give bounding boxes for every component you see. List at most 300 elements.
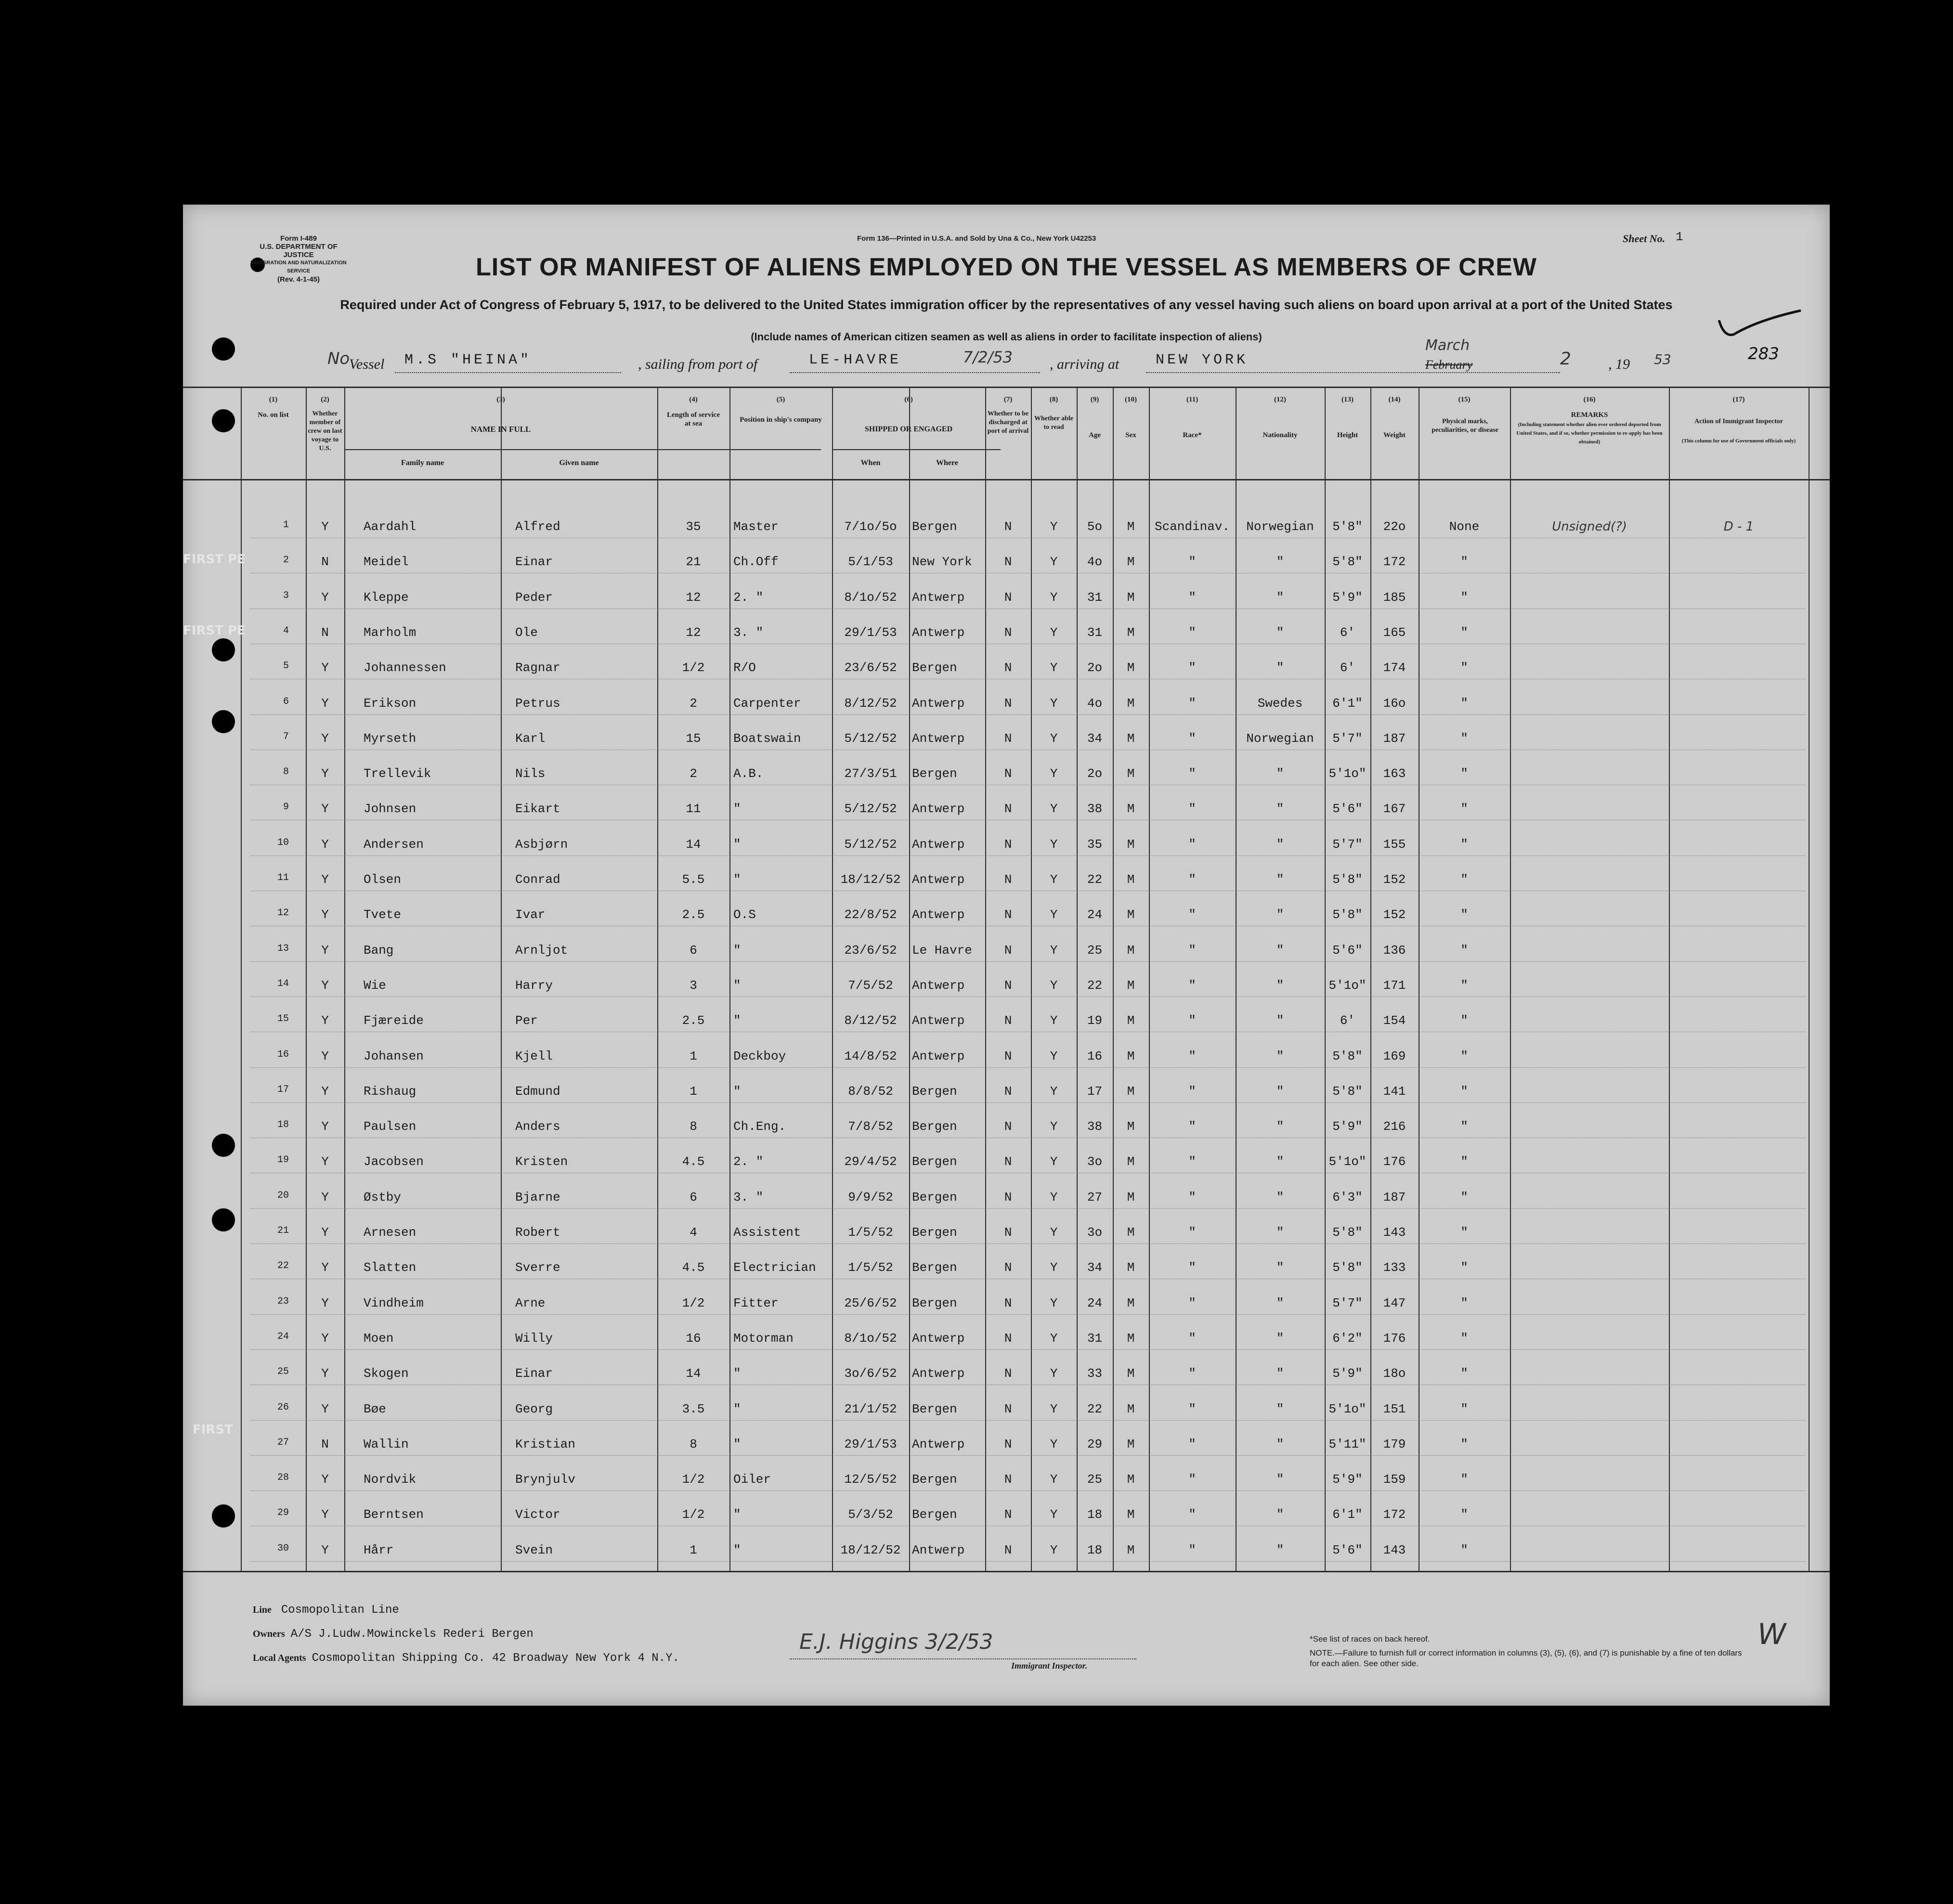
cell-age: 31 bbox=[1087, 1331, 1103, 1346]
cell-disch: N bbox=[1004, 1507, 1012, 1522]
cell-height: 6' bbox=[1340, 661, 1355, 675]
cell-marks: " bbox=[1460, 731, 1468, 746]
cell-weight: 172 bbox=[1383, 555, 1406, 570]
cell-read: Y bbox=[1050, 1472, 1058, 1487]
footer-note: NOTE.—Failure to furnish full or correct information in columns (3), (5), (6), and (7) is punishable by a fine of ten dollars for each alien. See other side. bbox=[1310, 1648, 1742, 1668]
cell-where: Antwerp bbox=[912, 978, 965, 993]
cell-race: " bbox=[1188, 1190, 1196, 1205]
cell-when: 7/8/52 bbox=[848, 1119, 893, 1134]
cell-nat: " bbox=[1276, 1225, 1284, 1240]
cell-weight: 22o bbox=[1383, 519, 1406, 534]
row-rule bbox=[250, 1102, 1806, 1103]
cell-weight: 155 bbox=[1383, 837, 1406, 852]
cell-service: 1/2 bbox=[682, 1472, 705, 1487]
cell-weight: 152 bbox=[1383, 907, 1406, 922]
cell-age: 24 bbox=[1087, 907, 1103, 922]
owners-label: Owners bbox=[253, 1629, 285, 1639]
cell-weight: 136 bbox=[1383, 943, 1406, 958]
cell-marks: " bbox=[1460, 837, 1468, 852]
cell-nat: " bbox=[1276, 1084, 1284, 1099]
cell-position: Assistent bbox=[733, 1225, 801, 1240]
cell-given: Sverre bbox=[515, 1260, 560, 1275]
cell-weight: 174 bbox=[1383, 661, 1406, 675]
cell-age: 18 bbox=[1087, 1542, 1103, 1557]
table-row bbox=[183, 1077, 1830, 1106]
cell-last: Y bbox=[321, 943, 329, 958]
cell-age: 31 bbox=[1087, 590, 1103, 605]
cell-race: " bbox=[1188, 731, 1196, 746]
cell-race: " bbox=[1188, 1119, 1196, 1134]
cell-position: 3. " bbox=[733, 1190, 764, 1205]
cell-given: Victor bbox=[515, 1507, 560, 1522]
cell-service: 14 bbox=[686, 1366, 701, 1381]
cell-when: 3o/6/52 bbox=[844, 1366, 897, 1381]
row-rule bbox=[250, 961, 1806, 962]
cell-last: Y bbox=[321, 1542, 329, 1557]
footer-owners bbox=[253, 1627, 534, 1641]
cell-position: " bbox=[733, 802, 741, 816]
cell-read: Y bbox=[1050, 1049, 1058, 1063]
cell-family: Skogen bbox=[364, 1366, 409, 1381]
cell-last: Y bbox=[321, 766, 329, 781]
table-row bbox=[183, 1501, 1830, 1529]
sailing-label: , sailing from port of bbox=[638, 356, 758, 372]
cell-weight: 159 bbox=[1383, 1472, 1406, 1487]
cell-age: 24 bbox=[1087, 1295, 1103, 1310]
cell-last: Y bbox=[321, 837, 329, 852]
table-row bbox=[183, 1465, 1830, 1494]
cell-age: 17 bbox=[1087, 1084, 1103, 1099]
cell-last: Y bbox=[321, 519, 329, 534]
cell-given: Willy bbox=[515, 1331, 553, 1346]
cell-race: " bbox=[1188, 766, 1196, 781]
cell-race: " bbox=[1188, 1084, 1196, 1099]
cell-service: 1/2 bbox=[682, 1507, 705, 1522]
cell-height: 5'9" bbox=[1332, 1366, 1363, 1381]
column-number: (15) bbox=[1458, 396, 1471, 403]
cell-disch: N bbox=[1004, 731, 1012, 746]
cell-race: " bbox=[1188, 1401, 1196, 1416]
cell-nat: " bbox=[1276, 837, 1284, 852]
table-row bbox=[183, 725, 1830, 753]
dotted-rule bbox=[1146, 372, 1560, 373]
cell-family: Wallin bbox=[364, 1437, 409, 1451]
cell-weight: 147 bbox=[1383, 1295, 1406, 1310]
cell-height: 5'7" bbox=[1332, 1295, 1363, 1310]
cell-family: Hårr bbox=[364, 1542, 394, 1557]
cell-sex: M bbox=[1127, 731, 1135, 746]
row-rule bbox=[250, 714, 1806, 715]
table-row bbox=[183, 548, 1830, 577]
cell-marks: " bbox=[1460, 1119, 1468, 1134]
cell-given: Edmund bbox=[515, 1084, 560, 1099]
cell-age: 34 bbox=[1087, 731, 1103, 746]
cell-marks: None bbox=[1449, 519, 1480, 534]
cell-family: Østby bbox=[364, 1190, 402, 1205]
cell-family: Berntsen bbox=[364, 1507, 424, 1522]
cell-age: 34 bbox=[1087, 1260, 1103, 1275]
arrival-port: NEW YORK bbox=[1156, 352, 1249, 368]
column-number: (3) bbox=[496, 396, 505, 403]
column-header-height: Height bbox=[1337, 431, 1358, 439]
cell-age: 22 bbox=[1087, 978, 1103, 993]
cell-read: Y bbox=[1050, 1295, 1058, 1310]
cell-last: Y bbox=[321, 1225, 329, 1240]
sailing-date: 7/2/53 bbox=[963, 348, 1013, 366]
cell-service: 8 bbox=[690, 1119, 697, 1134]
vessel-name: M.S "HEINA" bbox=[404, 352, 532, 368]
cell-height: 5'8" bbox=[1332, 555, 1363, 570]
cell-last: Y bbox=[321, 907, 329, 922]
cell-read: Y bbox=[1050, 625, 1058, 640]
column-header-action-note: (This column for use of Government officials only) bbox=[1681, 438, 1796, 444]
cell-sex: M bbox=[1127, 661, 1135, 675]
cell-when: 5/12/52 bbox=[844, 837, 897, 852]
cell-disch: N bbox=[1004, 978, 1012, 993]
cell-disch: N bbox=[1004, 1225, 1012, 1240]
column-header-name: NAME IN FULL bbox=[470, 425, 531, 434]
document-subnote: (Include names of American citizen seamen as well as aliens in order to facilitate inspection of aliens) bbox=[751, 331, 1262, 343]
cell-where: Bergen bbox=[912, 661, 957, 675]
cell-age: 16 bbox=[1087, 1049, 1103, 1063]
cell-where: Antwerp bbox=[912, 1013, 965, 1028]
row-rule bbox=[250, 1561, 1806, 1562]
cell-where: Antwerp bbox=[912, 590, 965, 605]
cell-last: Y bbox=[321, 696, 329, 711]
cell-read: Y bbox=[1050, 519, 1058, 534]
cell-service: 15 bbox=[686, 731, 701, 746]
footer-agents bbox=[253, 1651, 679, 1665]
table-row bbox=[183, 1148, 1830, 1177]
cell-no: 1 bbox=[283, 519, 289, 531]
cell-race: " bbox=[1188, 1154, 1196, 1169]
cell-position: Electrician bbox=[733, 1260, 816, 1275]
cell-nat: " bbox=[1276, 1154, 1284, 1169]
cell-disch: N bbox=[1004, 555, 1012, 570]
column-header-weight: Weight bbox=[1383, 431, 1406, 439]
cell-height: 5'1o" bbox=[1328, 766, 1367, 781]
cell-service: 8 bbox=[690, 1437, 697, 1451]
table-row bbox=[183, 760, 1830, 789]
cell-no: 20 bbox=[277, 1190, 289, 1201]
cell-sex: M bbox=[1127, 1190, 1135, 1205]
agents-value: Cosmopolitan Shipping Co. 42 Broadway New York 4 N.Y. bbox=[312, 1652, 679, 1665]
cell-where: Antwerp bbox=[912, 872, 965, 887]
cell-position: Ch.Off bbox=[733, 555, 779, 570]
agents-label: Local Agents bbox=[253, 1653, 306, 1663]
cell-no: 8 bbox=[283, 766, 289, 778]
cell-when: 9/9/52 bbox=[848, 1190, 893, 1205]
cell-sex: M bbox=[1127, 1472, 1135, 1487]
corner-mark: W bbox=[1758, 1618, 1786, 1651]
cell-last: Y bbox=[321, 1013, 329, 1028]
cell-read: Y bbox=[1050, 978, 1058, 993]
cell-race: " bbox=[1188, 555, 1196, 570]
cell-family: Bøe bbox=[364, 1401, 386, 1416]
column-header-nationality: Nationality bbox=[1263, 431, 1298, 439]
cell-race: " bbox=[1188, 1472, 1196, 1487]
table-row bbox=[183, 1113, 1830, 1141]
cell-race: " bbox=[1188, 1507, 1196, 1522]
year-label: , 19 bbox=[1608, 356, 1630, 372]
table-rule bbox=[183, 1571, 1830, 1572]
cell-when: 8/1o/52 bbox=[844, 590, 897, 605]
cell-disch: N bbox=[1004, 519, 1012, 534]
cell-weight: 151 bbox=[1383, 1401, 1406, 1416]
cell-nat: " bbox=[1276, 1542, 1284, 1557]
column-number: (1) bbox=[269, 396, 278, 403]
table-row bbox=[183, 971, 1830, 1000]
cell-last: Y bbox=[321, 661, 329, 675]
cell-race: " bbox=[1188, 978, 1196, 993]
cell-age: 38 bbox=[1087, 802, 1103, 816]
column-header-action: Action of Immigrant Inspector bbox=[1694, 418, 1783, 425]
cell-marks: " bbox=[1460, 1437, 1468, 1451]
cell-service: 2.5 bbox=[682, 907, 705, 922]
table-row bbox=[183, 1536, 1830, 1565]
cell-weight: 18o bbox=[1383, 1366, 1406, 1381]
cell-weight: 143 bbox=[1383, 1225, 1406, 1240]
cell-service: 11 bbox=[686, 802, 701, 816]
column-header-sex: Sex bbox=[1125, 431, 1136, 439]
cell-height: 5'6" bbox=[1332, 802, 1363, 816]
cell-when: 8/8/52 bbox=[848, 1084, 893, 1099]
cell-given: Robert bbox=[515, 1225, 560, 1240]
cell-family: Erikson bbox=[364, 696, 417, 711]
cell-when: 27/3/51 bbox=[844, 766, 897, 781]
cell-where: Antwerp bbox=[912, 837, 965, 852]
cell-last: Y bbox=[321, 1260, 329, 1275]
cell-age: 25 bbox=[1087, 943, 1103, 958]
cell-marks: " bbox=[1460, 1084, 1468, 1099]
cell-weight: 172 bbox=[1383, 1507, 1406, 1522]
line-label: Line bbox=[253, 1605, 272, 1615]
column-number: (16) bbox=[1583, 396, 1596, 403]
cell-read: Y bbox=[1050, 1366, 1058, 1381]
cell-height: 5'7" bbox=[1332, 837, 1363, 852]
form-code-line: U.S. DEPARTMENT OF JUSTICE bbox=[260, 243, 338, 259]
cell-nat: " bbox=[1276, 978, 1284, 993]
cell-where: Bergen bbox=[912, 519, 957, 534]
cell-sex: M bbox=[1127, 1366, 1135, 1381]
dotted-rule bbox=[790, 1658, 1136, 1659]
column-number: (5) bbox=[776, 396, 785, 403]
cell-last: Y bbox=[321, 1049, 329, 1063]
cell-nat: " bbox=[1276, 907, 1284, 922]
cell-position: " bbox=[733, 872, 741, 887]
cell-weight: 179 bbox=[1383, 1437, 1406, 1451]
cell-family: Paulsen bbox=[364, 1119, 417, 1134]
cell-height: 5'6" bbox=[1332, 943, 1363, 958]
cell-read: Y bbox=[1050, 1331, 1058, 1346]
cell-last: Y bbox=[321, 1366, 329, 1381]
cell-disch: N bbox=[1004, 1295, 1012, 1310]
cell-last: Y bbox=[321, 1295, 329, 1310]
cell-when: 23/6/52 bbox=[844, 943, 897, 958]
vessel-label: Vessel bbox=[349, 356, 385, 372]
sheet-number-label: Sheet No. bbox=[1623, 233, 1665, 245]
cell-nat: Swedes bbox=[1257, 696, 1303, 711]
cell-where: Antwerp bbox=[912, 1542, 965, 1557]
table-row bbox=[183, 513, 1830, 542]
column-number: (9) bbox=[1090, 396, 1099, 403]
cell-read: Y bbox=[1050, 1154, 1058, 1169]
cell-marks: " bbox=[1460, 1013, 1468, 1028]
cell-sex: M bbox=[1127, 1119, 1135, 1134]
cell-height: 6'1" bbox=[1332, 1507, 1363, 1522]
cell-age: 35 bbox=[1087, 837, 1103, 852]
cell-when: 21/1/52 bbox=[844, 1401, 897, 1416]
cell-when: 5/1/53 bbox=[848, 555, 893, 570]
table-row bbox=[183, 901, 1830, 930]
cell-age: 4o bbox=[1087, 555, 1103, 570]
cell-where: Antwerp bbox=[912, 1437, 965, 1451]
cell-age: 27 bbox=[1087, 1190, 1103, 1205]
cell-nat: " bbox=[1276, 1013, 1284, 1028]
cell-family: Jacobsen bbox=[364, 1154, 424, 1169]
column-header-shipped: SHIPPED OR ENGAGED bbox=[864, 425, 953, 433]
column-header-age: Age bbox=[1089, 431, 1101, 439]
table-rule bbox=[183, 387, 1830, 388]
cell-where: Antwerp bbox=[912, 802, 965, 816]
cell-race: " bbox=[1188, 696, 1196, 711]
cell-where: Bergen bbox=[912, 1119, 957, 1134]
cell-no: 10 bbox=[277, 837, 289, 848]
column-header-remarks-note: (Including statement whether alien ever ordered deported from United States, and if so, whether permission to re-apply has been obtained) bbox=[1516, 422, 1663, 445]
column-number: (8) bbox=[1049, 396, 1058, 403]
table-row bbox=[183, 1430, 1830, 1459]
form-code-line: (Rev. 4-1-45) bbox=[277, 275, 320, 284]
cell-race: " bbox=[1188, 1013, 1196, 1028]
cell-where: Antwerp bbox=[912, 1049, 965, 1063]
cell-disch: N bbox=[1004, 1366, 1012, 1381]
manifest-sheet bbox=[183, 205, 1830, 1706]
cell-given: Arnljot bbox=[515, 943, 568, 958]
cell-no: 6 bbox=[283, 696, 289, 707]
margin-note: FIRST bbox=[193, 1423, 233, 1437]
cell-family: Meidel bbox=[364, 555, 409, 570]
cell-given: Alfred bbox=[515, 519, 560, 534]
cell-sex: M bbox=[1127, 802, 1135, 816]
cell-where: Bergen bbox=[912, 1401, 957, 1416]
table-row bbox=[183, 1254, 1830, 1282]
cell-last: Y bbox=[321, 1401, 329, 1416]
cell-where: Antwerp bbox=[912, 696, 965, 711]
cell-marks: " bbox=[1460, 661, 1468, 675]
cell-weight: 152 bbox=[1383, 872, 1406, 887]
cell-sex: M bbox=[1127, 1084, 1135, 1099]
cell-sex: M bbox=[1127, 1542, 1135, 1557]
cell-race: " bbox=[1188, 802, 1196, 816]
cell-weight: 165 bbox=[1383, 625, 1406, 640]
table-rule bbox=[183, 479, 1830, 480]
cell-service: 5.5 bbox=[682, 872, 705, 887]
column-number: (17) bbox=[1732, 396, 1745, 403]
printer-line: Form 136—Printed in U.S.A. and Sold by Una & Co., New York U42253 bbox=[857, 234, 1096, 243]
cell-given: Georg bbox=[515, 1401, 553, 1416]
cell-service: 2 bbox=[690, 766, 697, 781]
cell-position: 2. " bbox=[733, 590, 764, 605]
row-rule bbox=[250, 1067, 1806, 1068]
cell-given: Petrus bbox=[515, 696, 560, 711]
cell-action: D - 1 bbox=[1723, 519, 1754, 534]
cell-age: 22 bbox=[1087, 872, 1103, 887]
arrival-month-printed: February bbox=[1425, 358, 1473, 372]
cell-service: 2.5 bbox=[682, 1013, 705, 1028]
cell-marks: " bbox=[1460, 590, 1468, 605]
cell-position: " bbox=[733, 943, 741, 958]
column-number: (6) bbox=[904, 396, 913, 403]
cell-height: 5'8" bbox=[1332, 1260, 1363, 1275]
cell-position: " bbox=[733, 1437, 741, 1451]
table-row bbox=[183, 936, 1830, 965]
cell-no: 17 bbox=[277, 1084, 289, 1095]
cell-marks: " bbox=[1460, 802, 1468, 816]
cell-disch: N bbox=[1004, 837, 1012, 852]
arrival-month-hand: March bbox=[1425, 337, 1470, 354]
cell-height: 5'9" bbox=[1332, 1472, 1363, 1487]
cell-weight: 176 bbox=[1383, 1154, 1406, 1169]
row-rule bbox=[250, 1314, 1806, 1315]
cell-family: Myrseth bbox=[364, 731, 417, 746]
cell-height: 5'1o" bbox=[1328, 1154, 1367, 1169]
row-rule bbox=[250, 1243, 1806, 1244]
cell-service: 2 bbox=[690, 696, 697, 711]
cell-nat: " bbox=[1276, 1331, 1284, 1346]
cell-marks: " bbox=[1460, 872, 1468, 887]
cell-sex: M bbox=[1127, 943, 1135, 958]
cell-sex: M bbox=[1127, 1049, 1135, 1063]
column-header-where: Where bbox=[936, 459, 958, 467]
cell-read: Y bbox=[1050, 696, 1058, 711]
cell-position: O.S bbox=[733, 907, 756, 922]
cell-weight: 143 bbox=[1383, 1542, 1406, 1557]
cell-given: Bjarne bbox=[515, 1190, 560, 1205]
cell-position: " bbox=[733, 1542, 741, 1557]
cell-age: 4o bbox=[1087, 696, 1103, 711]
cell-position: Master bbox=[733, 519, 779, 534]
sailing-port: LE-HAVRE bbox=[809, 352, 902, 368]
cell-height: 5'9" bbox=[1332, 1119, 1363, 1134]
table-rule bbox=[832, 449, 1001, 450]
cell-family: Rishaug bbox=[364, 1084, 417, 1099]
cell-marks: " bbox=[1460, 978, 1468, 993]
cell-when: 7/1o/5o bbox=[844, 519, 897, 534]
cell-nat: " bbox=[1276, 1366, 1284, 1381]
cell-height: 5'1o" bbox=[1328, 978, 1367, 993]
cell-marks: " bbox=[1460, 1472, 1468, 1487]
cell-when: 18/12/52 bbox=[840, 872, 901, 887]
cell-when: 22/8/52 bbox=[844, 907, 897, 922]
cell-last: Y bbox=[321, 802, 329, 816]
cell-family: Johnsen bbox=[364, 802, 417, 816]
cell-height: 6'3" bbox=[1332, 1190, 1363, 1205]
cell-marks: " bbox=[1460, 1401, 1468, 1416]
cell-given: Kristian bbox=[515, 1437, 575, 1451]
cell-marks: " bbox=[1460, 1295, 1468, 1310]
cell-when: 5/12/52 bbox=[844, 802, 897, 816]
cell-family: Vindheim bbox=[364, 1295, 424, 1310]
cell-race: " bbox=[1188, 625, 1196, 640]
cell-race: " bbox=[1188, 1437, 1196, 1451]
cell-last: Y bbox=[321, 1190, 329, 1205]
cell-read: Y bbox=[1050, 802, 1058, 816]
cell-nat: Norwegian bbox=[1246, 731, 1314, 746]
cell-sex: M bbox=[1127, 872, 1135, 887]
cell-no: 26 bbox=[277, 1401, 289, 1413]
cell-disch: N bbox=[1004, 1084, 1012, 1099]
cell-sex: M bbox=[1127, 1507, 1135, 1522]
